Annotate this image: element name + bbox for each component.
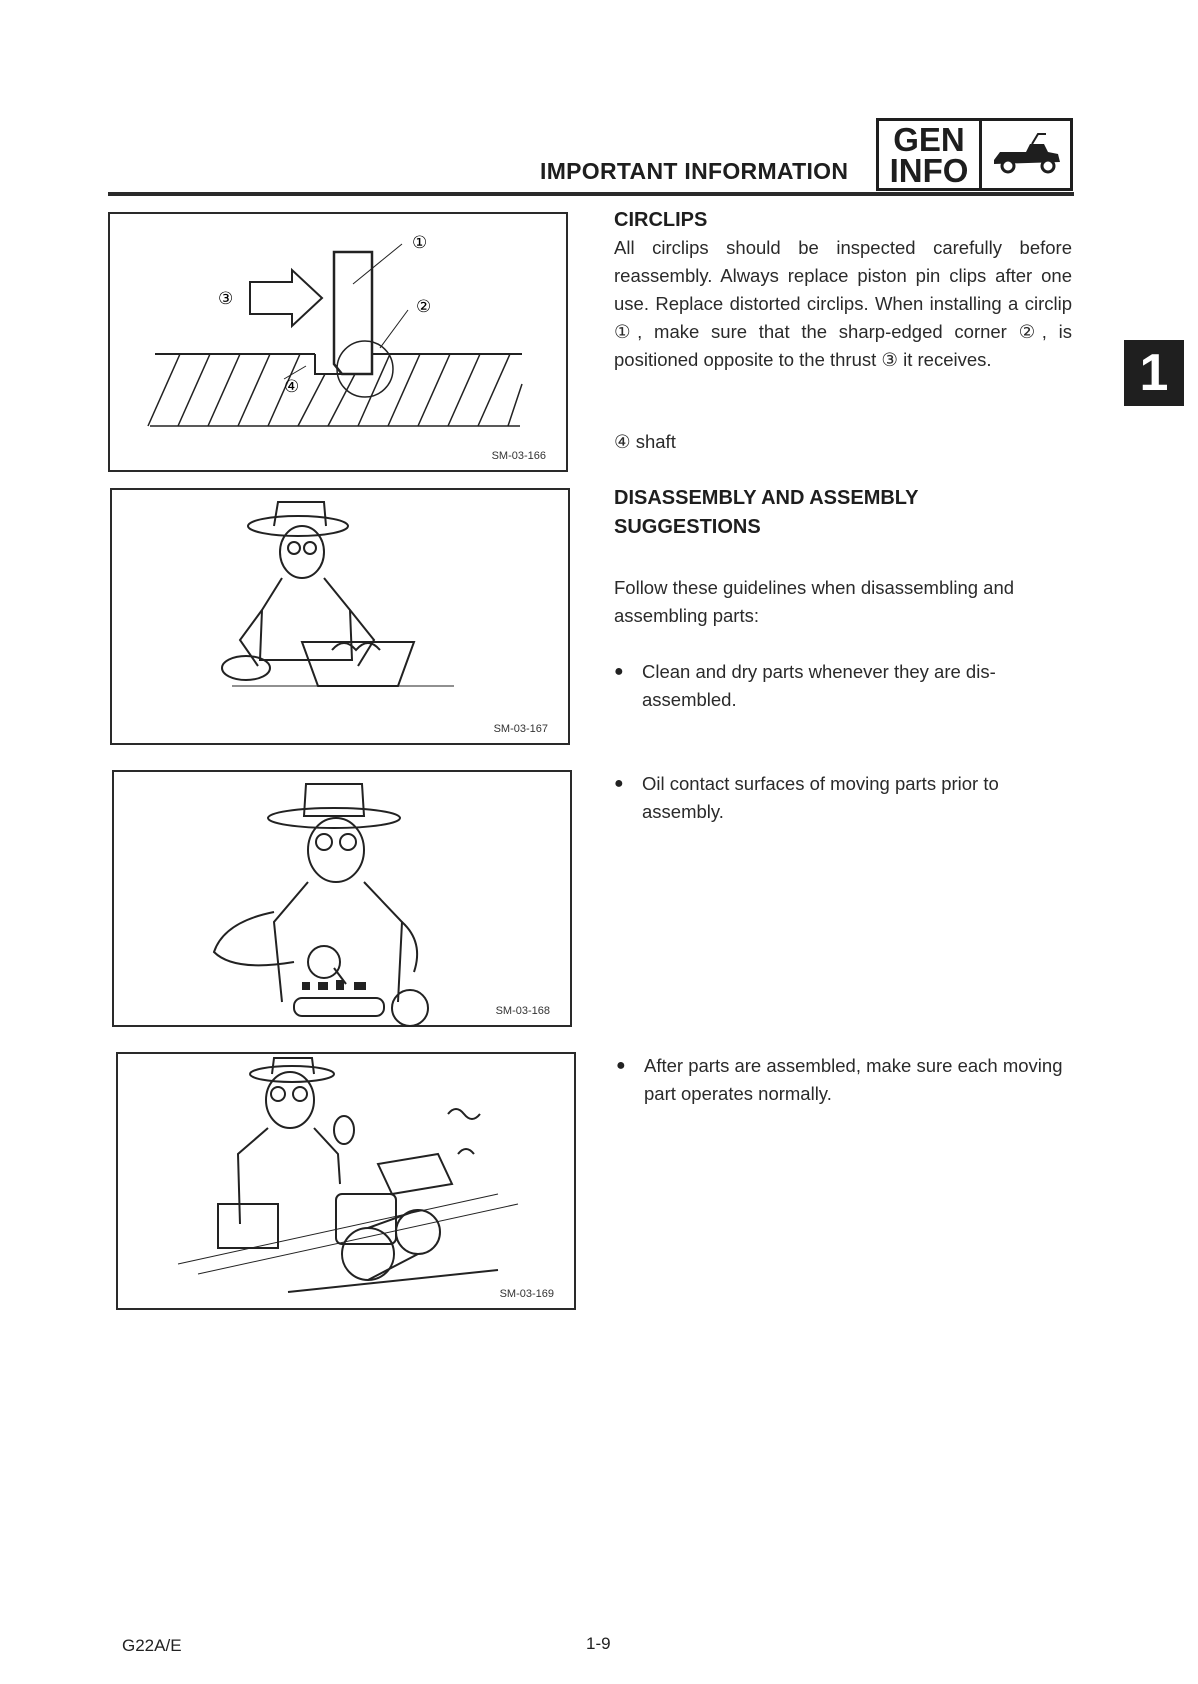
disassembly-heading-line2: SUGGESTIONS (614, 516, 761, 538)
callout-4: ④ (284, 377, 300, 397)
bullet-text: Clean and dry parts whenever they are dis-assembled. (642, 661, 996, 710)
callout-3: ③ (218, 289, 234, 309)
badge-line-info: INFO (889, 151, 969, 189)
bullet-text: After parts are assembled, make sure each moving part operates normally. (644, 1055, 1063, 1104)
disassembly-intro: Follow these guidelines when disassembling and assembling parts: (614, 577, 1015, 626)
header-rule (108, 192, 1074, 196)
chapter-tab: 1 (1124, 340, 1184, 406)
callout-2: ② (416, 297, 432, 317)
golf-cart-icon (982, 121, 1070, 188)
operation-check-figure (116, 1052, 576, 1310)
circlips-legend: ④ shaft (614, 431, 676, 452)
circlips-heading: CIRCLIPS (614, 209, 708, 231)
mechanic-operation-check-illustration (118, 1054, 578, 1312)
list-item (616, 1052, 1078, 1108)
section-title: IMPORTANT INFORMATION (540, 158, 849, 184)
footer-model: G22A/E (122, 1636, 182, 1655)
callout-1: ① (412, 233, 428, 253)
mechanic-oiling-illustration (114, 772, 574, 1029)
disassembly-heading-line1: DISASSEMBLY AND ASSEMBLY (614, 487, 919, 509)
circlip-figure (108, 212, 568, 472)
oiling-figure (112, 770, 572, 1027)
figure-code: SM-03-167 (493, 723, 548, 735)
list-item (614, 658, 1076, 714)
disassembly-heading (614, 484, 919, 542)
badge-line-gen: GEN (893, 120, 965, 158)
gen-info-badge (876, 118, 1073, 191)
bullet-icon: ● (614, 663, 624, 680)
figure-code: SM-03-169 (499, 1288, 554, 1300)
figure-code: SM-03-166 (491, 450, 546, 462)
cleaning-figure (110, 488, 570, 745)
bullet-text: Oil contact surfaces of moving parts prior to assembly. (642, 773, 999, 822)
circlip-diagram (110, 214, 570, 474)
list-item (614, 770, 1076, 826)
bullet-icon: ● (616, 1057, 626, 1074)
bullet-icon: ● (614, 775, 624, 792)
circlips-paragraph: All circlips should be inspected carefully before reassembly. Always replace piston pin clips after one use. Replace distorted circlips. When installing a circlip ①, make sure that the sharp-edged corner ②, is positioned opposite to the thrust ③ it receives. (614, 237, 1072, 370)
mechanic-cleaning-illustration (112, 490, 572, 747)
footer-page-number: 1-9 (586, 1634, 611, 1653)
figure-code: SM-03-168 (495, 1005, 550, 1017)
badge-text (879, 121, 982, 188)
